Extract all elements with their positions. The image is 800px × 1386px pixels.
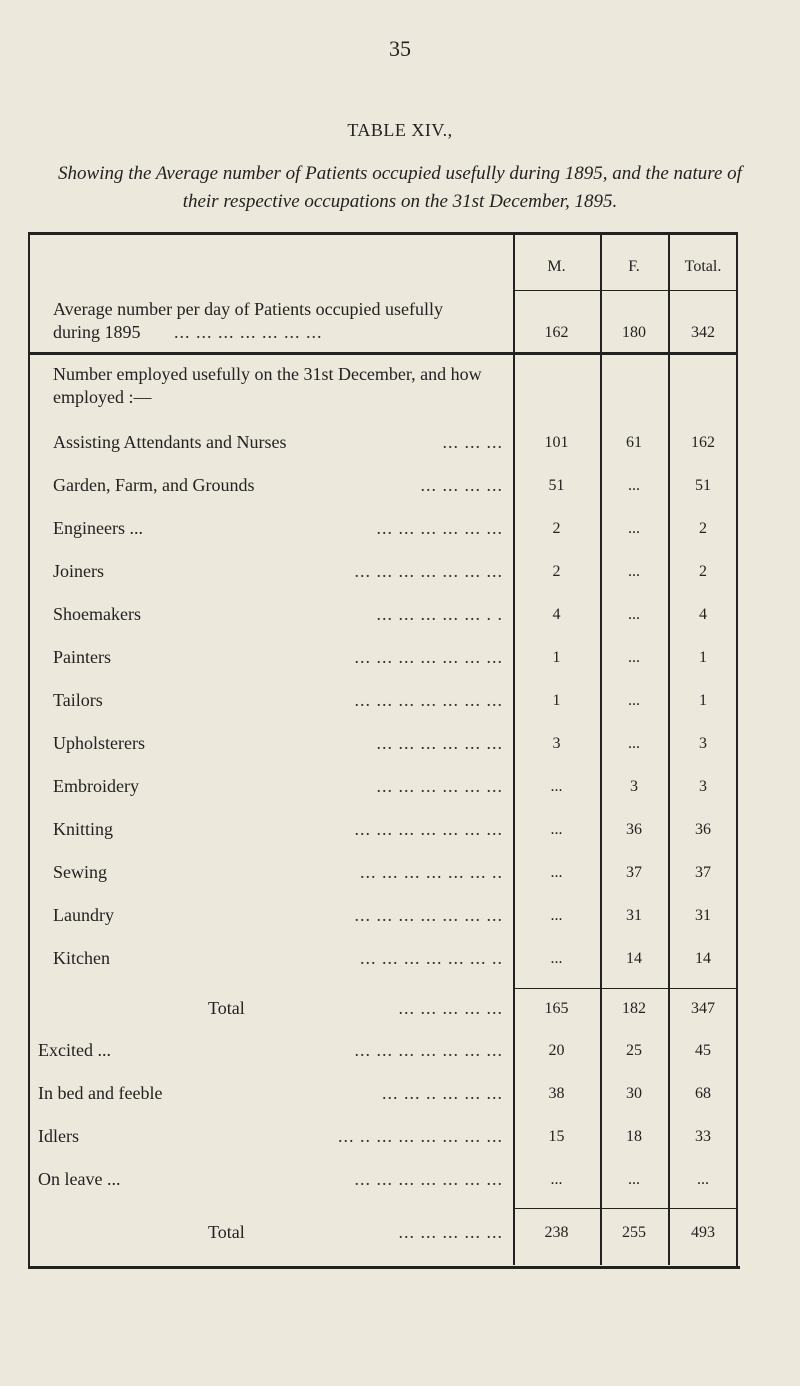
occupation-label: Tailors [53,690,103,710]
column-heading-m: M. [547,258,566,275]
leader-dots: ... ... ... ... ... ... [376,776,503,796]
cell-m: 101 [544,434,569,451]
occupation-label: Joiners [53,561,104,581]
cell-total: 4 [699,606,707,623]
cell-f: 180 [622,324,646,341]
cell-total: 45 [695,1042,711,1059]
grand-total-label: Total [208,1222,245,1242]
cell-f: 25 [626,1042,642,1059]
cell-f: ... [628,1171,640,1188]
leader-dots: ... ... ... ... ... ... .. [360,862,503,882]
occupation-label: Painters [53,647,111,667]
grand-total-rule-m [513,1208,600,1209]
cell-m: ... [550,950,563,967]
cell-total: ... [697,1171,709,1188]
cell-f: 14 [626,950,642,967]
cell-f: 255 [622,1224,646,1241]
cell-m: 15 [548,1128,565,1145]
cell-total: 3 [699,778,707,795]
cell-m: 38 [548,1085,565,1102]
cell-m: ... [550,778,563,795]
subtotal-label: Total [208,998,245,1018]
table-left-rule [28,232,30,1268]
occupation-label: Shoemakers [53,604,141,624]
colhead-underline-total [668,290,738,291]
occupation-label: Sewing [53,862,107,882]
cell-f: ... [628,520,640,537]
cell-f: 36 [626,821,642,838]
cell-m: 238 [544,1224,569,1241]
cell-total: 68 [695,1085,711,1102]
cell-m: 3 [552,735,561,752]
cell-total: 36 [695,821,711,838]
leader-dots: ... ... ... ... ... ... ... [354,1169,503,1189]
leader-dots: ... ... ... ... ... ... [376,733,503,753]
status-label: Excited ... [38,1040,111,1060]
cell-m: ... [550,821,563,838]
cell-total: 1 [699,649,707,666]
subtotal-rule-total [668,988,738,989]
table-bottom-rule [28,1266,740,1269]
table-heading: TABLE XIV., [347,120,453,140]
cell-total: 14 [695,950,711,967]
leader-dots: ... ... ... [442,432,503,452]
cell-f: ... [628,563,640,580]
leader-dots: ... ... ... ... ... ... ... [174,322,323,342]
status-label: On leave ... [38,1169,121,1189]
cell-total: 2 [699,563,707,580]
cell-m: 2 [552,520,561,537]
cell-m: ... [550,864,563,881]
cell-m: 165 [544,1000,569,1017]
cell-m: 1 [552,692,561,709]
cell-f: 30 [626,1085,642,1102]
table-caption: Showing the Average number of Patients occupied usefully during 1895, and the nature of their respective occupations on the 31st December, 1895. [58,163,742,212]
cell-m: 4 [552,606,561,623]
occupation-label: Kitchen [53,948,110,968]
leader-dots: ... ... ... ... ... ... ... [354,819,503,839]
leader-dots: ... ... ... ... [420,475,503,495]
table-top-rule [28,232,738,235]
cell-f: ... [628,649,640,666]
leader-dots: ... ... ... ... ... ... .. [360,948,503,968]
cell-f: 37 [626,864,642,881]
cell-total: 2 [699,520,707,537]
cell-f: 31 [626,907,642,924]
cell-total: 3 [699,735,707,752]
cell-total: 37 [695,864,711,881]
subtotal-rule-m [513,988,600,989]
cell-total: 51 [695,477,711,494]
occupation-label: Engineers ... [53,518,143,538]
occupation-label: Embroidery [53,776,139,796]
cell-f: ... [628,606,640,623]
cell-m: 51 [548,477,565,494]
occupation-label: Laundry [53,905,114,925]
occupation-label: Garden, Farm, and Grounds [53,475,255,495]
subtotal-rule-f [600,988,668,989]
leader-dots: ... .. ... ... ... ... ... ... [338,1126,503,1146]
leader-dots: ... ... ... ... ... ... ... [354,647,503,667]
leader-dots: ... ... ... ... ... ... ... [354,905,503,925]
cell-total: 162 [691,434,715,451]
occupation-table [28,232,738,1268]
cell-total: 493 [691,1224,715,1241]
grand-total-rule-f [600,1208,668,1209]
cell-f: ... [628,477,640,494]
page-number: 35 [389,36,411,61]
leader-dots: ... ... ... ... ... [398,998,503,1018]
cell-f: 182 [622,1000,646,1017]
leader-dots: ... ... ... ... ... ... ... [354,690,503,710]
cell-m: 2 [552,563,561,580]
cell-m: 162 [544,324,569,341]
leader-dots: ... ... ... ... ... ... [376,518,503,538]
status-label: Idlers [38,1126,79,1146]
cell-total: 33 [695,1128,711,1145]
average-label-line1: Average number per day of Patients occupied usefully [53,299,444,319]
occupation-label: Knitting [53,819,114,839]
cell-total: 1 [699,692,707,709]
cell-f: ... [628,692,640,709]
cell-m: ... [550,1171,563,1188]
grand-total-rule-total [668,1208,738,1209]
cell-f: 61 [626,434,642,451]
cell-m: ... [550,907,563,924]
leader-dots: ... ... .. ... ... ... [382,1083,503,1103]
column-heading-f: F. [628,258,640,275]
average-label-line2: during 1895 [53,322,141,342]
cell-total: 342 [691,324,715,341]
leader-dots: ... ... ... ... ... . . [376,604,503,624]
cell-f: ... [628,735,640,752]
cell-m: 1 [552,649,561,666]
colhead-underline-m [513,290,600,291]
cell-m: 20 [548,1042,565,1059]
colhead-underline-f [600,290,668,291]
cell-total: 31 [695,907,711,924]
column-heading-total: Total. [684,258,722,275]
header-divider [28,352,738,355]
occupation-label: Upholsterers [53,733,145,753]
status-label: In bed and feeble [38,1083,163,1103]
cell-f: 3 [630,778,638,795]
section-title-line2: employed :— [53,387,152,407]
leader-dots: ... ... ... ... ... ... ... [354,561,503,581]
occupation-label: Assisting Attendants and Nurses [53,432,287,452]
cell-f: 18 [626,1128,642,1145]
leader-dots: ... ... ... ... ... ... ... [354,1040,503,1060]
leader-dots: ... ... ... ... ... [398,1222,503,1242]
section-title-line1: Number employed usefully on the 31st December, and how [53,364,482,384]
cell-total: 347 [691,1000,715,1017]
